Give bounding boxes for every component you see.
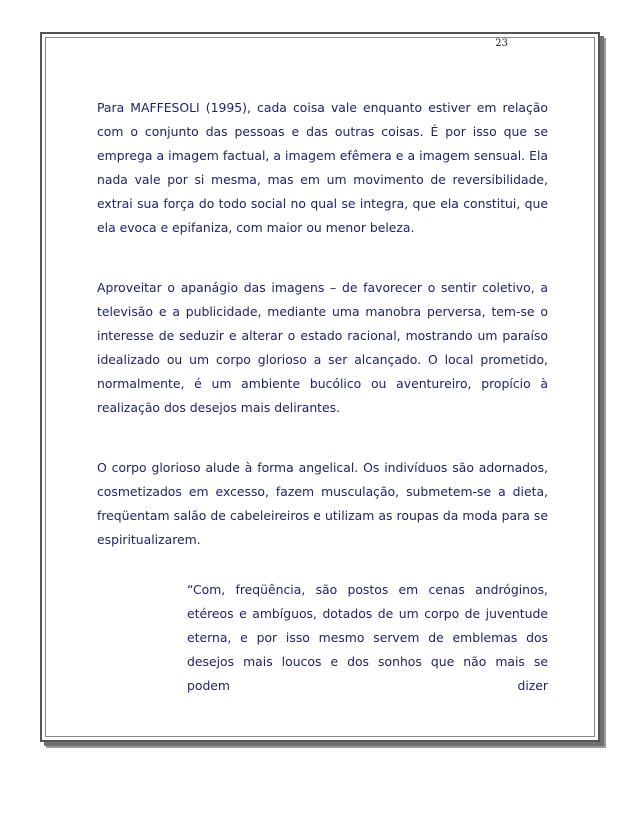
block-quote: “Com, freqüência, são postos em cenas andróginos, etéreos e ambíguos, dotados de um corpo de juventude eterna, e por isso mesmo servem de emblemas dos desejos mais loucos e dos sonhos que não mais se podem dizer — [187, 582, 548, 693]
paragraph-3: O corpo glorioso alude à forma angelical. Os indivíduos são adornados, cosmetizados em excesso, fazem musculação, submetem-se a dieta, freqüentam salão de cabeleireiros e utilizam as roupas da moda para se espiritualizarem. — [97, 460, 548, 547]
paragraph-2: Aproveitar o apanágio das imagens – de favorecer o sentir coletivo, a televisão e a publicidade, mediante uma manobra perversa, tem-se o interesse de seduzir e alterar o estado racional, mostrando um paraíso idealizado ou um corpo glorioso a ser alcançado. O local prometido, normalmente, é um ambiente bucólico ou aventureiro, propício à realização dos desejos mais delirantes. — [97, 280, 548, 415]
paragraph-1: Para MAFFESOLI (1995), cada coisa vale enquanto estiver em relação com o conjunto das pessoas e das outras coisas. É por isso que se emprega a imagem factual, a imagem efêmera e a imagem sensual. Ela nada vale por si mesma, mas em um movimento de reversibilidade, extrai sua força do todo social no qual se integra, que ela constitui, que ela evoca e epifaniza, com maior ou menor beleza. — [97, 100, 548, 235]
page-frame — [40, 32, 600, 742]
page-number: 23 — [495, 38, 508, 49]
